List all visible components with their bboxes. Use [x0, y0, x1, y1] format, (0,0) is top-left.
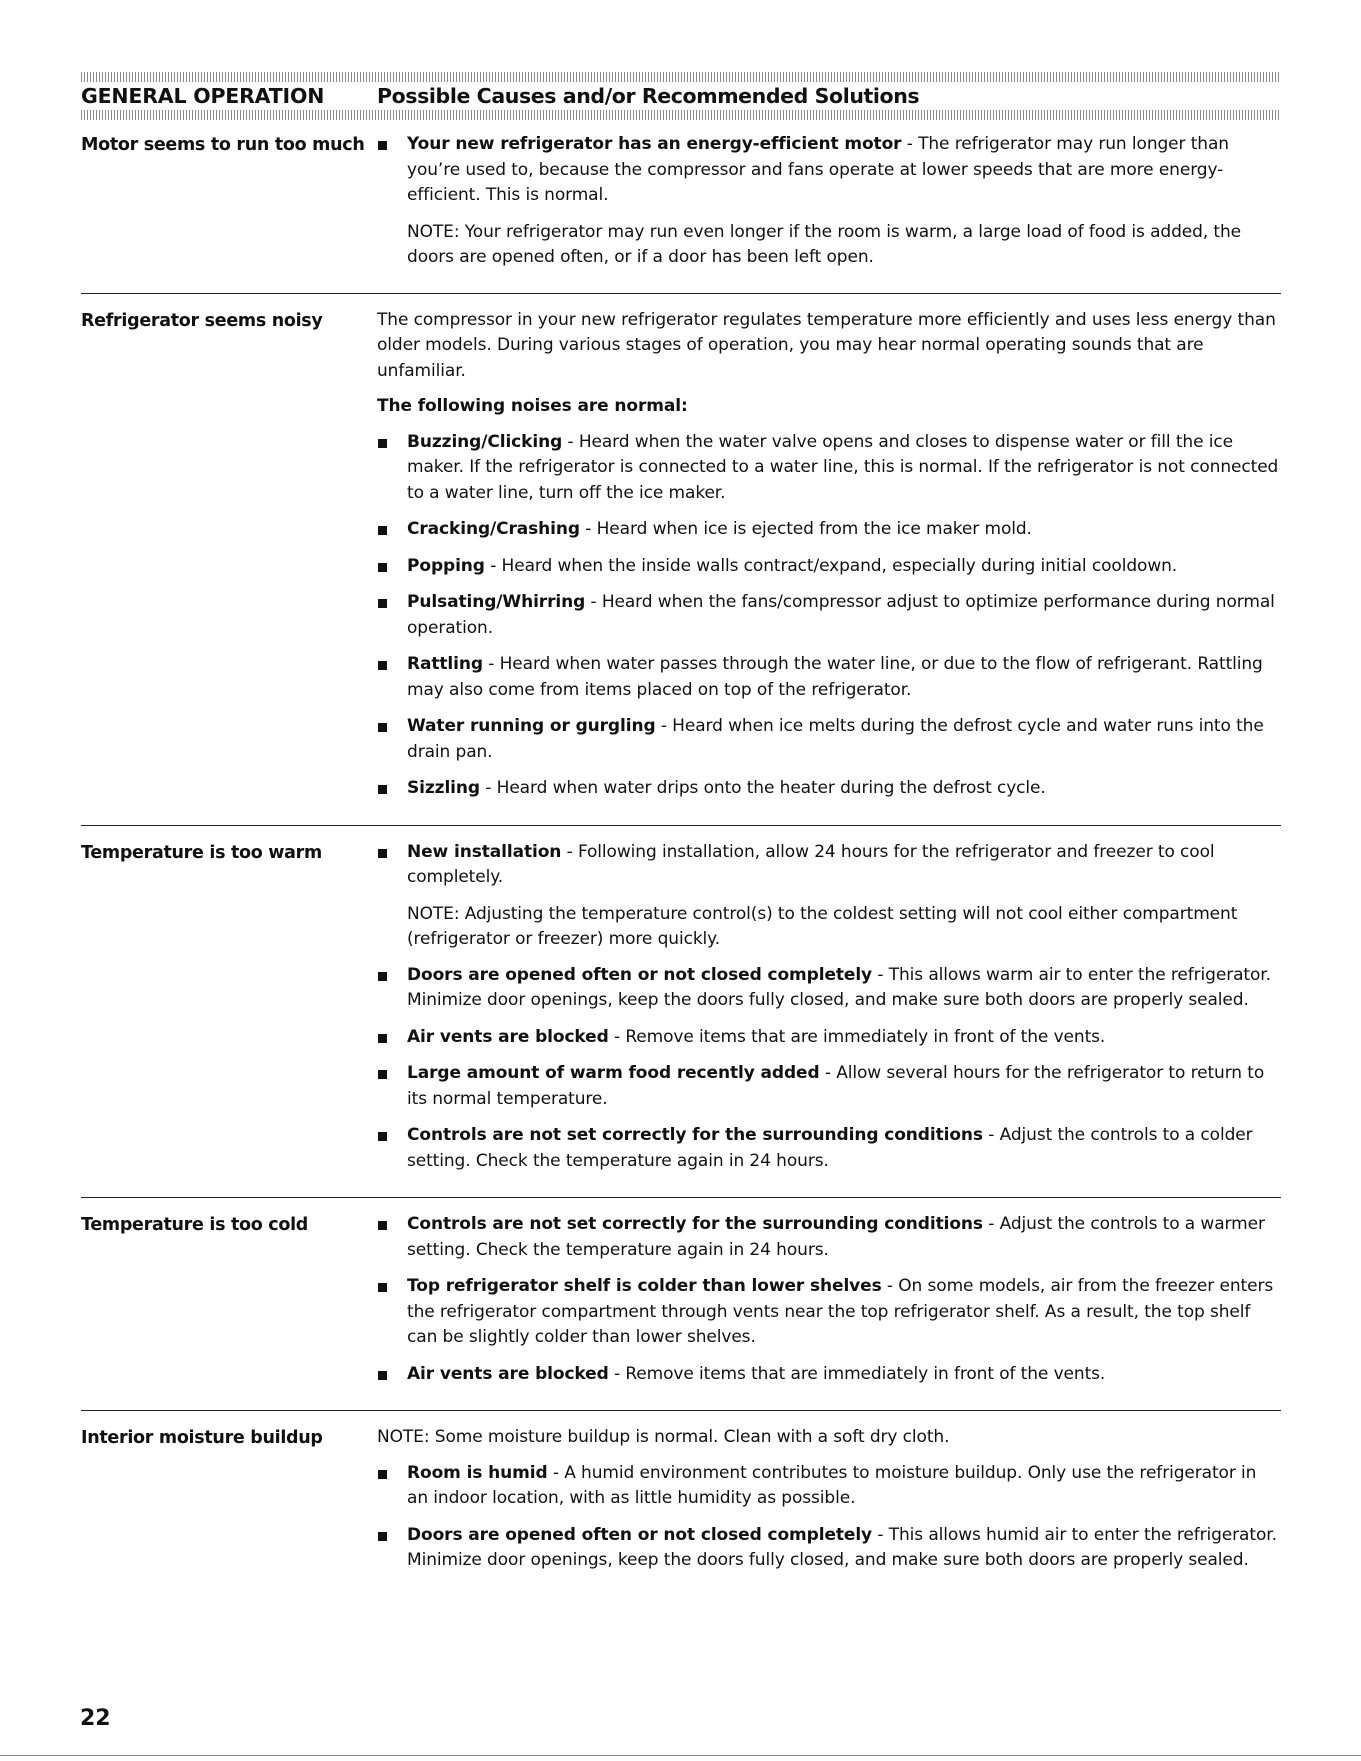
note-text: Your refrigerator may run even longer if the room is warm, a large load of food is added, the doors are opened often, or if a door has been left open. — [407, 221, 1242, 267]
item-description: - Heard when the water valve opens and closes to dispense water or fill the ice maker. If the refrigerator is connected to a water line, this is normal. If the refrigerator is not connected to a water line, turn off the ice maker. — [407, 431, 1279, 503]
list-item — [377, 1061, 1281, 1112]
list-item — [377, 1025, 1281, 1051]
solution-content — [377, 132, 1281, 281]
square-bullet-icon — [378, 785, 387, 794]
subheading: The following noises are normal: — [377, 396, 688, 416]
list-item — [377, 1461, 1281, 1512]
item-heading: Air vents are blocked — [407, 1363, 609, 1384]
header-causes-solutions: Possible Causes and/or Recommended Solutions — [377, 84, 920, 108]
table-row — [81, 1197, 1281, 1410]
item-description: - Adjust the controls to a warmer setting. Check the temperature again in 24 hours. — [407, 1214, 1265, 1260]
page-number: 22 — [80, 1706, 111, 1731]
symptom-label: Temperature is too cold — [81, 1215, 309, 1235]
note-paragraph — [377, 1425, 1281, 1451]
item-heading: Cracking/Crashing — [407, 519, 580, 539]
item-description: - Heard when ice is ejected from the ice maker mold. — [579, 519, 1032, 539]
square-bullet-icon — [378, 1532, 387, 1541]
troubleshooting-table — [81, 72, 1281, 1597]
note-paragraph — [377, 220, 1281, 271]
item-heading: Air vents are blocked — [407, 1026, 609, 1047]
item-heading: Room is humid — [407, 1462, 548, 1483]
item-heading: Controls are not set correctly for the surrounding conditions — [407, 1214, 983, 1234]
item-description: - Remove items that are immediately in front of the vents. — [608, 1026, 1106, 1047]
note-paragraph — [377, 902, 1281, 953]
note-text: Some moisture buildup is normal. Clean with a soft dry cloth. — [429, 1427, 950, 1447]
item-description: - A humid environment contributes to moisture buildup. Only use the refrigerator in an indoor location, with as little humidity as possible. — [407, 1462, 1257, 1508]
item-heading: Doors are opened often or not closed completely — [407, 964, 873, 985]
item-description: - This allows warm air to enter the refrigerator. Minimize door openings, keep the doors fully closed, and make sure both doors are properly sealed. — [407, 964, 1271, 1010]
item-description: - Heard when ice melts during the defrost cycle and water runs into the drain pan. — [407, 716, 1264, 762]
header-top-rule — [81, 72, 1281, 82]
note-text: Adjusting the temperature control(s) to the coldest setting will not cool either compartment (refrigerator or freezer) more quickly. — [407, 903, 1238, 949]
item-heading: Top refrigerator shelf is colder than lower shelves — [407, 1276, 882, 1296]
solution-content — [377, 840, 1281, 1186]
list-item — [377, 132, 1281, 209]
item-description: - Heard when the fans/compressor adjust to optimize performance during normal operation. — [407, 592, 1275, 638]
page-bottom-rule — [0, 1755, 1361, 1756]
item-description: - This allows humid air to enter the refrigerator. Minimize door openings, keep the doors fully closed, and make sure both doors are properly sealed. — [407, 1524, 1277, 1570]
symptom-label: Interior moisture buildup — [81, 1428, 323, 1448]
symptom-label: Refrigerator seems noisy — [81, 310, 323, 331]
square-bullet-icon — [378, 1470, 387, 1479]
list-item — [377, 517, 1281, 543]
square-bullet-icon — [378, 1371, 387, 1380]
item-description: - Heard when the inside walls contract/expand, especially during initial cooldown. — [484, 555, 1178, 576]
square-bullet-icon — [378, 141, 387, 150]
table-row — [81, 120, 1281, 293]
item-description: - Heard when water passes through the water line, or due to the flow of refrigerant. Rattling may also come from items placed on top of the refrigerator. — [407, 654, 1263, 700]
list-item — [377, 652, 1281, 703]
square-bullet-icon — [378, 972, 387, 981]
item-heading: Water running or gurgling — [407, 716, 656, 736]
item-heading: Doors are opened often or not closed completely — [407, 1524, 873, 1545]
list-item — [377, 1523, 1281, 1574]
square-bullet-icon — [378, 599, 387, 608]
note-label: NOTE: — [407, 903, 460, 924]
list-item — [377, 840, 1281, 891]
header-general-operation: GENERAL OPERATION — [81, 84, 325, 108]
item-heading: Your new refrigerator has an energy-efficient motor — [407, 134, 902, 154]
item-heading: Controls are not set correctly for the surrounding conditions — [407, 1125, 983, 1145]
list-item — [377, 1362, 1281, 1388]
square-bullet-icon — [378, 439, 387, 448]
note-label: NOTE: — [407, 221, 460, 242]
square-bullet-icon — [378, 1034, 387, 1043]
item-heading: Sizzling — [407, 778, 480, 798]
list-item — [377, 776, 1281, 802]
item-heading: New installation — [407, 841, 562, 862]
item-description: - Following installation, allow 24 hours for the refrigerator and freezer to cool completely. — [407, 841, 1215, 887]
square-bullet-icon — [378, 849, 387, 858]
table-row — [81, 293, 1281, 825]
square-bullet-icon — [378, 563, 387, 572]
table-row — [81, 825, 1281, 1198]
square-bullet-icon — [378, 1132, 387, 1141]
solution-content — [377, 308, 1281, 813]
list-item — [377, 1123, 1281, 1174]
item-heading: Rattling — [407, 654, 483, 674]
list-item — [377, 554, 1281, 580]
symptom-label: Motor seems to run too much — [81, 135, 365, 155]
item-heading: Buzzing/Clicking — [407, 431, 563, 452]
square-bullet-icon — [378, 1221, 387, 1230]
list-item — [377, 1274, 1281, 1351]
solution-content — [377, 1425, 1281, 1585]
note-label: NOTE: — [377, 1427, 430, 1447]
item-heading: Popping — [407, 555, 485, 576]
paragraph: The compressor in your new refrigerator regulates temperature more efficiently and uses less energy than older models. During various stages of operation, you may hear normal operating sounds that are unfamiliar. — [377, 309, 1276, 381]
list-item — [377, 714, 1281, 765]
table-body — [81, 120, 1281, 1597]
item-description: - On some models, air from the freezer enters the refrigerator compartment through vents near the top refrigerator shelf. As a result, the top shelf can be slightly colder than lower shelves. — [407, 1276, 1274, 1347]
item-description: - Heard when water drips onto the heater during the defrost cycle. — [480, 778, 1046, 798]
header-bottom-rule — [81, 110, 1281, 120]
table-row — [81, 1410, 1281, 1597]
solution-content — [377, 1212, 1281, 1398]
square-bullet-icon — [378, 723, 387, 732]
table-header — [81, 82, 1281, 110]
item-heading: Pulsating/Whirring — [407, 592, 586, 612]
item-description: - Remove items that are immediately in front of the vents. — [608, 1363, 1106, 1384]
square-bullet-icon — [378, 661, 387, 670]
item-description: - Allow several hours for the refrigerator to return to its normal temperature. — [407, 1063, 1265, 1109]
list-item — [377, 1212, 1281, 1263]
square-bullet-icon — [378, 1283, 387, 1292]
square-bullet-icon — [378, 1070, 387, 1079]
item-description: - The refrigerator may run longer than you’re used to, because the compressor and fans operate at lower speeds that are more energy-efficient. This is normal. — [407, 134, 1229, 205]
item-heading: Large amount of warm food recently added — [407, 1063, 820, 1083]
list-item — [377, 430, 1281, 507]
item-description: - Adjust the controls to a colder setting. Check the temperature again in 24 hours. — [407, 1125, 1253, 1171]
list-item — [377, 590, 1281, 641]
square-bullet-icon — [378, 526, 387, 535]
symptom-label: Temperature is too warm — [81, 842, 322, 863]
list-item — [377, 963, 1281, 1014]
